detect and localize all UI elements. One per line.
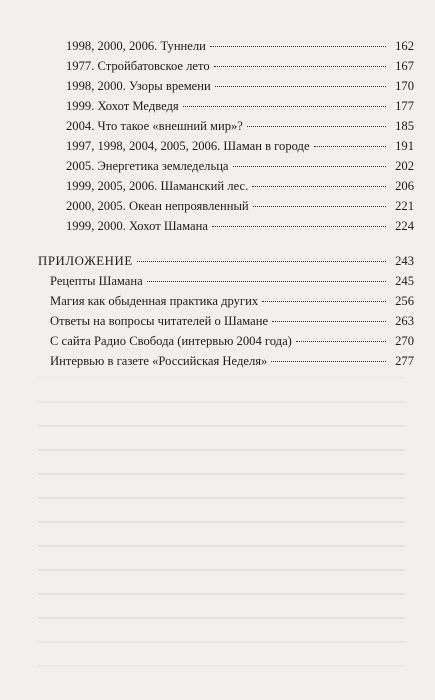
toc-entry[interactable] — [38, 76, 414, 96]
dot-leader — [272, 321, 386, 322]
toc-entry-title: 2000, 2005. Океан непроявленный — [66, 199, 249, 213]
toc-entry-title: Ответы на вопросы читателей о Шамане — [50, 314, 269, 328]
toc-entry-title: 1999, 2000. Хохот Шамана — [66, 219, 208, 233]
toc-entry-page: 185 — [395, 119, 414, 133]
toc-entry-page: 177 — [395, 99, 414, 113]
toc-entry-title: 1999, 2005, 2006. Шаманский лес. — [66, 179, 249, 193]
dot-leader — [296, 341, 386, 342]
toc-entry-page: 162 — [395, 39, 414, 53]
toc-entry[interactable] — [38, 351, 414, 371]
toc-entry[interactable] — [38, 96, 414, 116]
dot-leader — [252, 186, 386, 187]
toc-entry-page: 202 — [395, 159, 414, 173]
toc-entry-page: 245 — [395, 274, 414, 288]
toc-entry-title: 2004. Что такое «внешний мир»? — [66, 119, 243, 133]
dot-leader — [253, 206, 386, 207]
toc-entry-page: 270 — [395, 334, 414, 348]
toc-entry-page: 277 — [395, 354, 414, 368]
toc-entry-page: 224 — [395, 219, 414, 233]
dot-leader — [212, 226, 386, 227]
dot-leader — [214, 66, 386, 67]
toc-entry[interactable] — [38, 116, 414, 136]
appendix-item-list — [38, 271, 414, 371]
bleed-through-texture — [38, 360, 405, 692]
toc-entry-title: Интервью в газете «Российская Неделя» — [50, 354, 268, 368]
dot-leader — [210, 46, 386, 47]
dot-leader — [137, 261, 386, 262]
toc-entry[interactable] — [38, 216, 414, 236]
section-spacer — [38, 236, 414, 251]
toc-entry-title: Магия как обыденная практика других — [50, 294, 259, 308]
toc-entry-page: 263 — [395, 314, 414, 328]
toc-entry-page: 221 — [395, 199, 414, 213]
toc-entry-page: 167 — [395, 59, 414, 73]
toc-entry-title: С сайта Радио Свобода (интервью 2004 года) — [50, 334, 292, 348]
toc-entry-title: Рецепты Шамана — [50, 274, 143, 288]
dot-leader — [247, 126, 386, 127]
table-of-contents — [38, 36, 414, 371]
dot-leader — [233, 166, 386, 167]
toc-chapter-list — [38, 36, 414, 236]
toc-entry-page: 191 — [395, 139, 414, 153]
toc-entry-title: 1998, 2000, 2006. Туннели — [66, 39, 206, 53]
toc-entry-title: 1997, 1998, 2004, 2005, 2006. Шаман в городе — [66, 139, 310, 153]
section-page: 243 — [395, 254, 414, 268]
toc-entry[interactable] — [38, 311, 414, 331]
dot-leader — [262, 301, 386, 302]
toc-entry[interactable] — [38, 271, 414, 291]
toc-entry[interactable] — [38, 136, 414, 156]
toc-entry[interactable] — [38, 196, 414, 216]
toc-entry-title: 1977. Стройбатовское лето — [66, 59, 210, 73]
toc-entry-page: 256 — [395, 294, 414, 308]
toc-entry-title: 1998, 2000. Узоры времени — [66, 79, 211, 93]
toc-entry-title: 2005. Энергетика земледельца — [66, 159, 229, 173]
toc-entry[interactable] — [38, 36, 414, 56]
toc-entry[interactable] — [38, 331, 414, 351]
dot-leader — [314, 146, 386, 147]
dot-leader — [271, 361, 386, 362]
dot-leader — [215, 86, 386, 87]
toc-entry-page: 206 — [395, 179, 414, 193]
toc-entry[interactable] — [38, 291, 414, 311]
toc-entry-page: 170 — [395, 79, 414, 93]
section-title: ПРИЛОЖЕНИЕ — [38, 254, 133, 268]
dot-leader — [183, 106, 386, 107]
dot-leader — [147, 281, 386, 282]
toc-entry[interactable] — [38, 176, 414, 196]
toc-section-appendix[interactable] — [38, 251, 414, 271]
toc-entry[interactable] — [38, 156, 414, 176]
toc-entry[interactable] — [38, 56, 414, 76]
toc-entry-title: 1999. Хохот Медведя — [66, 99, 179, 113]
